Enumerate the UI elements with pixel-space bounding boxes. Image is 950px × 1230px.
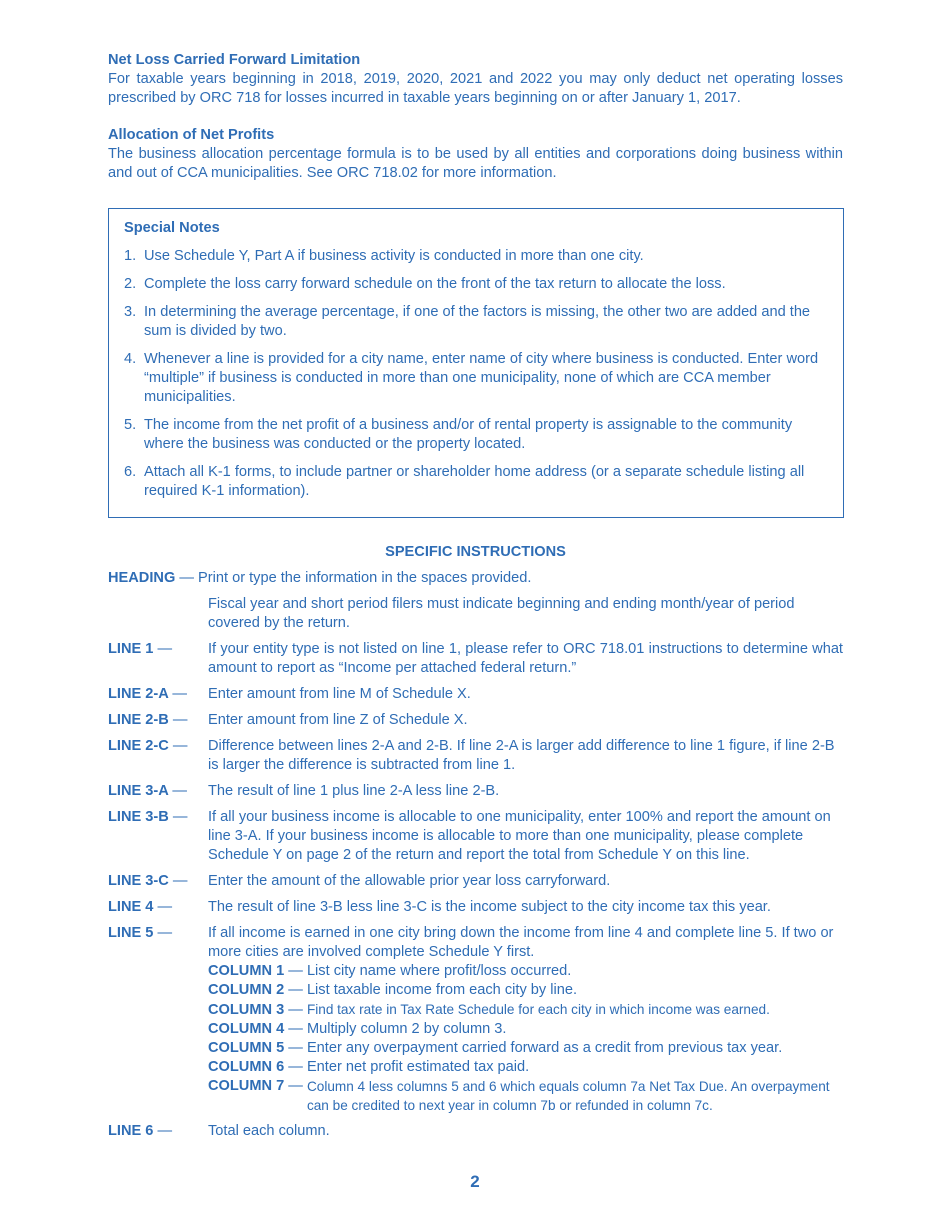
- heading-instruction: [108, 569, 843, 588]
- note-number: 5.: [124, 417, 137, 433]
- line-6-row: [108, 1122, 843, 1141]
- nol-body: For taxable years beginning in 2018, 2019, 2020, 2021 and 2022 you may only deduct net operating losses prescribed by ORC 718 for losses incurred in taxable years beginning on or after January 1, 2017.: [108, 71, 843, 106]
- dash: —: [288, 982, 303, 998]
- line-5-content: [208, 924, 843, 1115]
- dash: —: [172, 712, 188, 728]
- note-number: 1.: [124, 248, 137, 264]
- line-label: LINE 5: [108, 925, 154, 941]
- column-item: [208, 962, 843, 981]
- column-text: Column 4 less columns 5 and 6 which equals column 7a Net Tax Due. An overpayment can be credited to next year in column 7b or refunded in column 7c.: [306, 1079, 830, 1113]
- allocation-body: The business allocation percentage formula is to be used by all entities and corporations doing business within and out of CCA municipalities. See ORC 718.02 for more information.: [108, 146, 843, 181]
- heading-label: HEADING: [108, 570, 176, 586]
- note-number: 4.: [124, 351, 137, 367]
- note-number: 3.: [124, 304, 137, 320]
- line-label: LINE 2-A: [108, 686, 169, 702]
- page-number: 2: [470, 1172, 480, 1191]
- column-item: [208, 1039, 843, 1058]
- note-text: In determining the average percentage, if one of the factors is missing, the other two are added and the sum is divided by two.: [144, 304, 811, 339]
- column-item: [208, 1020, 843, 1039]
- line-label: LINE 6: [108, 1123, 154, 1139]
- line-row: [108, 898, 843, 917]
- line-text: Enter amount from line Z of Schedule X.: [208, 712, 468, 728]
- heading-note: Fiscal year and short period filers must indicate beginning and ending month/year of period covered by the return.: [208, 596, 795, 631]
- line-text: Difference between lines 2-A and 2-B. If line 2-A is larger add difference to line 1 figure, if line 2-B is larger the difference is subtracted from line 1.: [208, 738, 835, 773]
- dash: —: [288, 1002, 303, 1018]
- dash: —: [179, 570, 194, 586]
- column-text: Find tax rate in Tax Rate Schedule for each city in which income was earned.: [306, 1002, 770, 1017]
- column-item: [208, 1000, 843, 1020]
- note-text: Attach all K-1 forms, to include partner or shareholder home address (or a separate schedule listing all required K-1 information).: [144, 464, 805, 499]
- line-row: [108, 872, 843, 891]
- dash: —: [172, 738, 188, 754]
- allocation-heading: Allocation of Net Profits: [108, 127, 275, 143]
- dash: —: [172, 783, 187, 799]
- line-label: LINE 2-B: [108, 712, 169, 728]
- column-item: [208, 981, 843, 1000]
- note-number: 6.: [124, 464, 137, 480]
- line-label: LINE 3-C: [108, 873, 169, 889]
- dash: —: [288, 1021, 303, 1037]
- column-text: Multiply column 2 by column 3.: [306, 1021, 507, 1037]
- dash: —: [288, 1078, 303, 1094]
- dash: —: [288, 1059, 303, 1075]
- line-label: LINE 4: [108, 899, 154, 915]
- specific-instructions-title: SPECIFIC INSTRUCTIONS: [385, 544, 566, 560]
- column-label: COLUMN 1: [208, 963, 285, 979]
- line-label: LINE 3-B: [108, 809, 169, 825]
- line-text: Enter amount from line M of Schedule X.: [208, 686, 471, 702]
- line-row: [108, 782, 843, 801]
- special-note-item: [124, 463, 830, 501]
- line-label: LINE 3-A: [108, 783, 169, 799]
- note-text: The income from the net profit of a business and/or of rental property is assignable to the community where the business was conducted or the property located.: [144, 417, 793, 452]
- line-5-row: [108, 924, 843, 1115]
- special-note-item: [124, 247, 830, 266]
- column-item: [208, 1077, 843, 1115]
- allocation-section: [108, 126, 843, 183]
- dash: —: [172, 873, 188, 889]
- nol-section: [108, 51, 843, 108]
- column-text: Enter net profit estimated tax paid.: [306, 1059, 530, 1075]
- note-text: Complete the loss carry forward schedule on the front of the tax return to allocate the loss.: [144, 276, 726, 292]
- dash: —: [288, 963, 303, 979]
- special-notes-list: [124, 247, 830, 501]
- note-text: Use Schedule Y, Part A if business activity is conducted in more than one city.: [144, 248, 644, 264]
- column-text: List city name where profit/loss occurred.: [306, 963, 572, 979]
- special-note-item: [124, 416, 830, 454]
- line-row: [108, 685, 843, 704]
- line-text: The result of line 3-B less line 3-C is the income subject to the city income tax this year.: [208, 899, 771, 915]
- line-text: The result of line 1 plus line 2-A less line 2-B.: [208, 783, 500, 799]
- special-notes-box: [108, 208, 844, 518]
- special-note-item: [124, 350, 830, 407]
- special-note-item: [124, 303, 830, 341]
- column-label: COLUMN 5: [208, 1040, 285, 1056]
- nol-heading: Net Loss Carried Forward Limitation: [108, 52, 361, 68]
- dash: —: [157, 1123, 173, 1139]
- line-row: [108, 711, 843, 730]
- column-text: List taxable income from each city by line.: [306, 982, 578, 998]
- column-label: COLUMN 3: [208, 1002, 285, 1018]
- line-row: [108, 737, 843, 775]
- line-row: [108, 808, 843, 865]
- line-text: If your entity type is not listed on line 1, please refer to ORC 718.01 instructions to determine what amount to report as “Income per attached federal return.”: [208, 641, 843, 676]
- line-text: If all income is earned in one city bring down the income from line 4 and complete line 5. If two or more cities are involved complete Schedule Y first.: [208, 925, 834, 960]
- column-label: COLUMN 6: [208, 1059, 285, 1075]
- line-text: Enter the amount of the allowable prior year loss carryforward.: [208, 873, 611, 889]
- column-label: COLUMN 4: [208, 1021, 285, 1037]
- line-text: Total each column.: [208, 1123, 330, 1139]
- dash: —: [288, 1040, 303, 1056]
- instructions-page: [108, 51, 843, 1148]
- special-note-item: [124, 275, 830, 294]
- special-notes-title: Special Notes: [124, 220, 220, 236]
- column-label: COLUMN 2: [208, 982, 285, 998]
- dash: —: [172, 809, 188, 825]
- column-label: COLUMN 7: [208, 1078, 285, 1094]
- column-item: [208, 1058, 843, 1077]
- line-label: LINE 1: [108, 641, 154, 657]
- line-label: LINE 2-C: [108, 738, 169, 754]
- dash: —: [157, 899, 173, 915]
- line-text: If all your business income is allocable to one municipality, enter 100% and report the amount on line 3-A. If your business income is allocable to more than one municipality, please complete Schedule Y on page 2 of the return and report the total from Schedule Y on this line.: [208, 809, 831, 863]
- note-text: Whenever a line is provided for a city name, enter name of city where business is conducted. Enter word “multiple” if business is conducted in more than one municipality, none of which are CCA member municipalities.: [144, 351, 819, 405]
- dash: —: [157, 925, 173, 941]
- note-number: 2.: [124, 276, 137, 292]
- column-text: Enter any overpayment carried forward as a credit from previous tax year.: [306, 1040, 783, 1056]
- line-row: [108, 640, 843, 678]
- heading-text: Print or type the information in the spaces provided.: [198, 570, 532, 586]
- dash: —: [157, 641, 173, 657]
- dash: —: [172, 686, 187, 702]
